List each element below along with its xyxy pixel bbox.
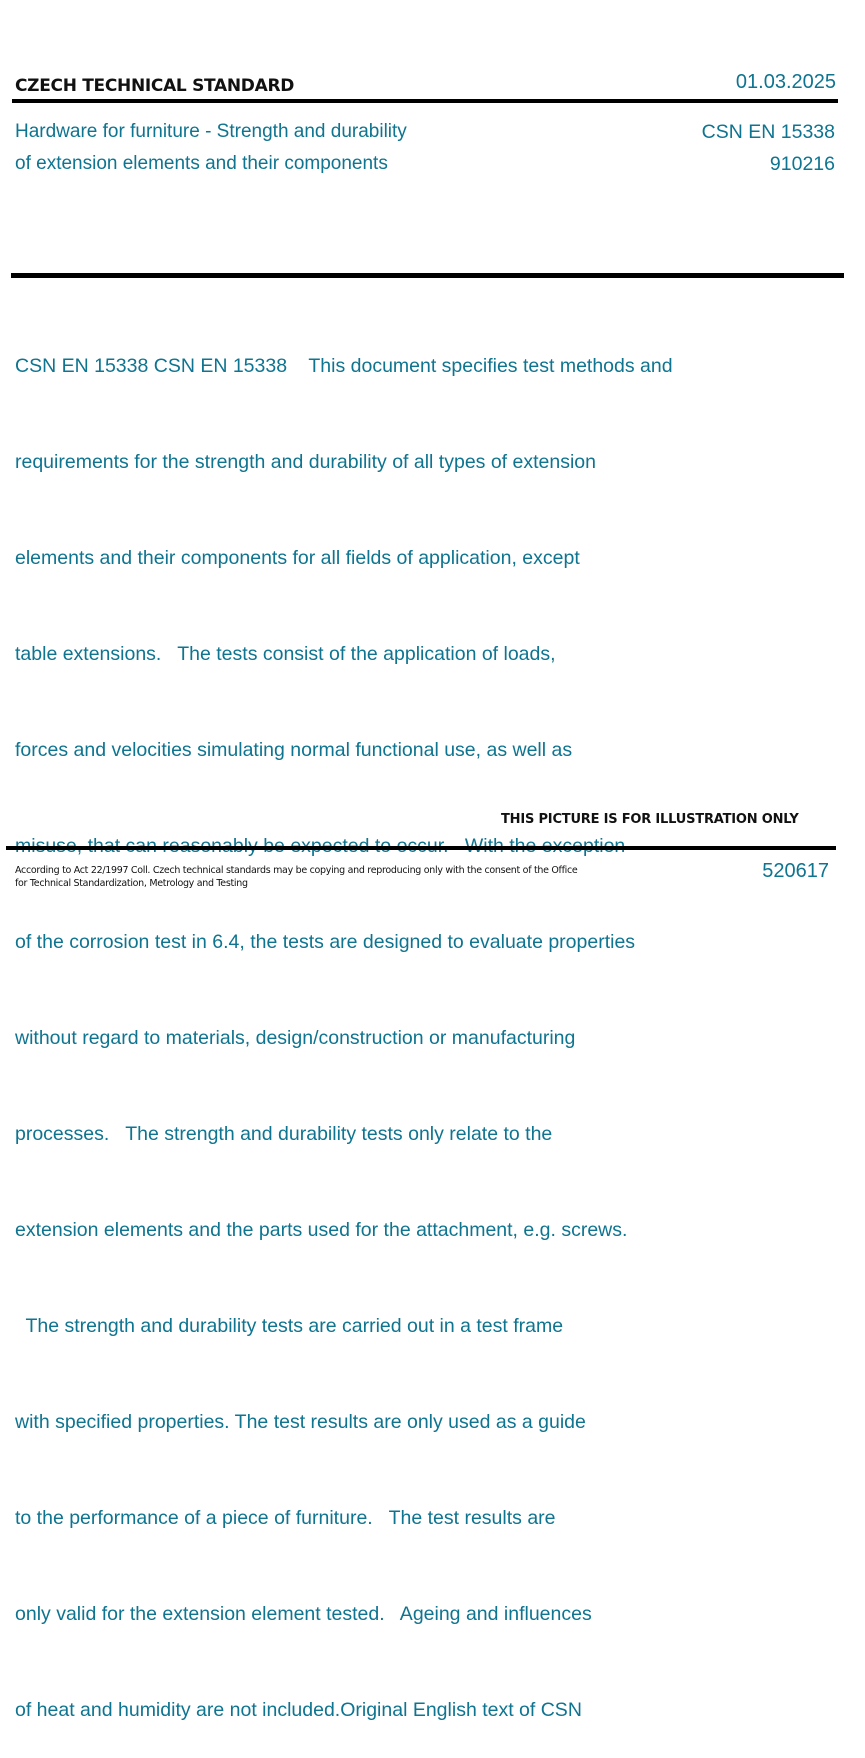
abstract-line: of heat and humidity are not included.Original English text of CSN	[15, 1699, 582, 1721]
title-rule	[11, 273, 844, 278]
standard-code-block	[702, 116, 835, 180]
abstract-line: processes. The strength and durability tests only relate to the	[15, 1123, 553, 1145]
footer-code: 520617	[762, 860, 829, 882]
classification-number: 910216	[769, 153, 835, 175]
abstract-line: without regard to materials, design/construction or manufacturing	[15, 1027, 576, 1049]
abstract-line: forces and velocities simulating normal functional use, as well as	[15, 739, 573, 761]
legal-notice	[15, 864, 577, 890]
abstract-line: to the performance of a piece of furniture. The test results are	[15, 1507, 556, 1529]
abstract-line: only valid for the extension element tested. Ageing and influences	[15, 1603, 592, 1625]
document-abstract	[15, 286, 673, 1758]
standard-label: CZECH TECHNICAL STANDARD	[15, 76, 295, 96]
illustration-note: THIS PICTURE IS FOR ILLUSTRATION ONLY	[501, 812, 799, 827]
footer-rule	[6, 846, 836, 850]
abstract-line: CSN EN 15338 CSN EN 15338 This document specifies test methods and	[15, 355, 673, 377]
abstract-line: of the corrosion test in 6.4, the tests are designed to evaluate properties	[15, 931, 636, 953]
abstract-line: table extensions. The tests consist of the application of loads,	[15, 643, 556, 665]
header-rule	[12, 99, 838, 103]
abstract-line: The strength and durability tests are carried out in a test frame	[15, 1315, 564, 1337]
abstract-line: with specified properties. The test results are only used as a guide	[15, 1411, 586, 1433]
abstract-line: elements and their components for all fields of application, except	[15, 547, 580, 569]
publication-date: 01.03.2025	[735, 71, 836, 93]
document-title	[15, 116, 535, 180]
title-line: of extension elements and their components	[15, 153, 388, 174]
standard-code: CSN EN 15338	[701, 121, 835, 143]
legal-line: for Technical Standardization, Metrology and Testing	[15, 878, 248, 889]
abstract-line: extension elements and the parts used for the attachment, e.g. screws.	[15, 1219, 628, 1241]
title-line: Hardware for furniture - Strength and durability	[15, 121, 407, 142]
legal-line: According to Act 22/1997 Coll. Czech technical standards may be copying and reproducing only with the consent of the Office	[15, 865, 578, 876]
abstract-line: requirements for the strength and durability of all types of extension	[15, 451, 596, 473]
